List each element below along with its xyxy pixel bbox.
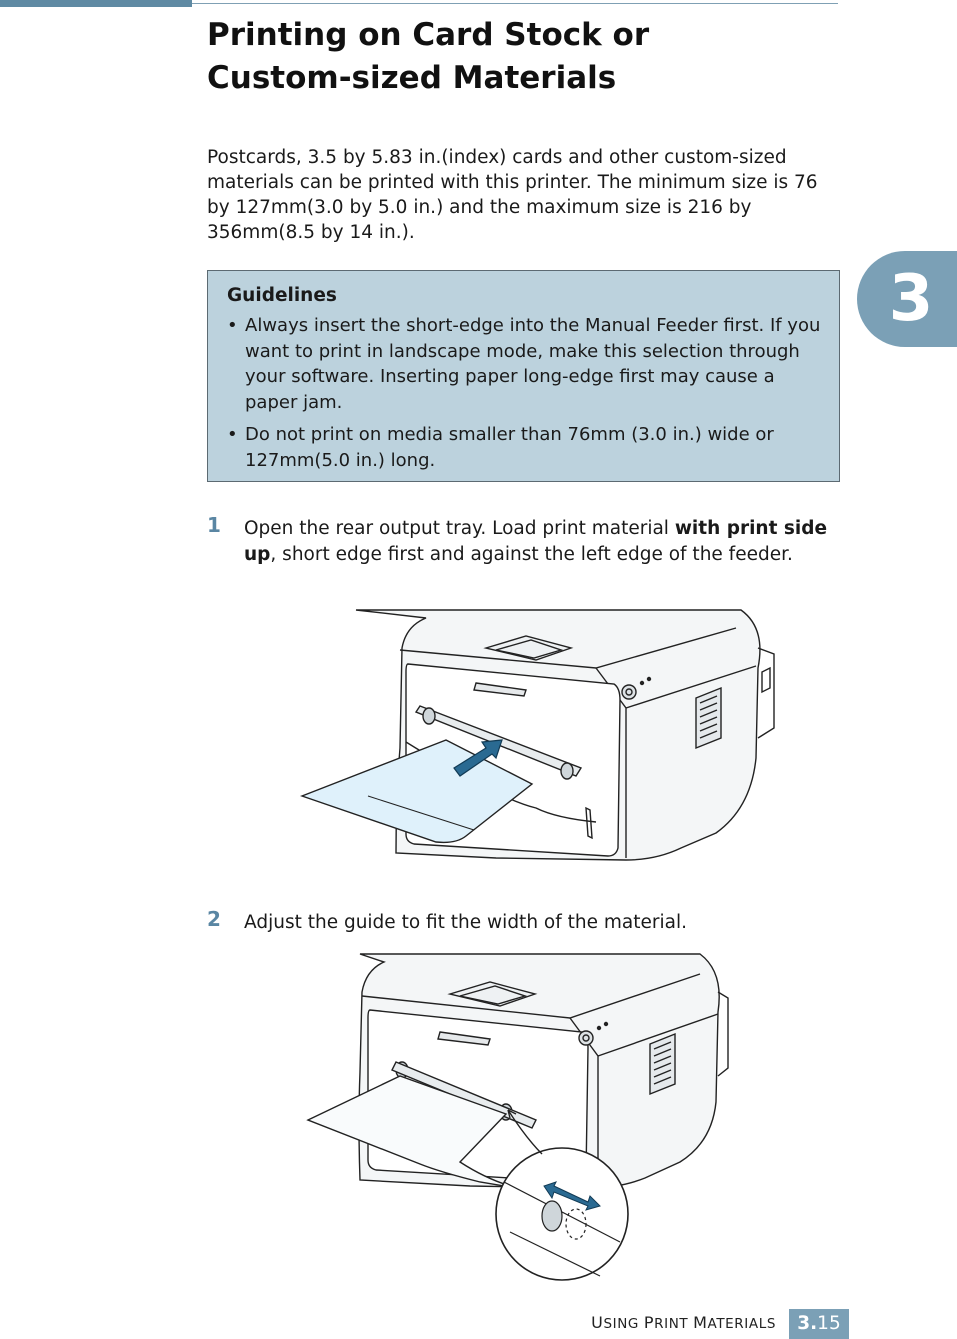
header-accent-bar	[0, 0, 192, 7]
page-chapter: 3.	[797, 1313, 818, 1334]
guideline-item	[227, 422, 822, 473]
footer-cap: M	[693, 1313, 708, 1332]
footer-small: ATERIALS	[707, 1316, 776, 1332]
page-number-badge	[789, 1309, 849, 1339]
guidelines-box	[207, 270, 840, 482]
step-1	[207, 513, 832, 567]
guidelines-heading: Guidelines	[227, 285, 337, 306]
guidelines-list	[227, 313, 822, 480]
footer-cap: P	[643, 1313, 655, 1332]
printer-load-illustration	[296, 608, 776, 864]
title-line-2: Custom-sized Materials	[207, 60, 617, 96]
page-title	[207, 14, 827, 100]
printer-guide-illustration	[300, 952, 730, 1282]
step-text: Adjust the guide to fit the width of the material.	[244, 912, 687, 933]
guideline-text: Do not print on media smaller than 76mm (3.0 in.) wide or 127mm(5.0 in.) long.	[245, 424, 774, 471]
header-rule	[192, 3, 838, 4]
step-2	[207, 907, 832, 936]
bullet-icon: •	[227, 424, 238, 445]
chapter-tab: 3	[857, 251, 957, 347]
title-line-1: Printing on Card Stock or	[207, 17, 650, 53]
page-number: 15	[817, 1313, 841, 1334]
step-number: 1	[207, 513, 221, 537]
step-text-emphasis: with print side up	[244, 518, 828, 565]
footer-cap: U	[591, 1313, 604, 1332]
footer-small: RINT	[654, 1316, 694, 1332]
footer-section-title	[560, 1313, 776, 1332]
bullet-icon: •	[227, 315, 238, 336]
step-text-part: , short edge first and against the left edge of the feeder.	[270, 543, 793, 565]
guideline-text: Always insert the short-edge into the Manual Feeder first. If you want to print in landscape mode, make this selection through your software. Inserting paper long-edge first may cause a paper jam.	[245, 315, 821, 413]
guideline-item	[227, 313, 822, 415]
footer-small: SING	[603, 1316, 644, 1332]
step-text	[244, 516, 832, 567]
step-text-part: Open the rear output tray. Load print material	[244, 518, 675, 539]
step-number: 2	[207, 907, 221, 931]
intro-paragraph: Postcards, 3.5 by 5.83 in.(index) cards and other custom-sized materials can be printed with this printer. The minimum size is 76 by 127mm(3.0 by 5.0 in.) and the maximum size is 216 by 356mm(8.5 by 14 in.).	[207, 147, 818, 243]
